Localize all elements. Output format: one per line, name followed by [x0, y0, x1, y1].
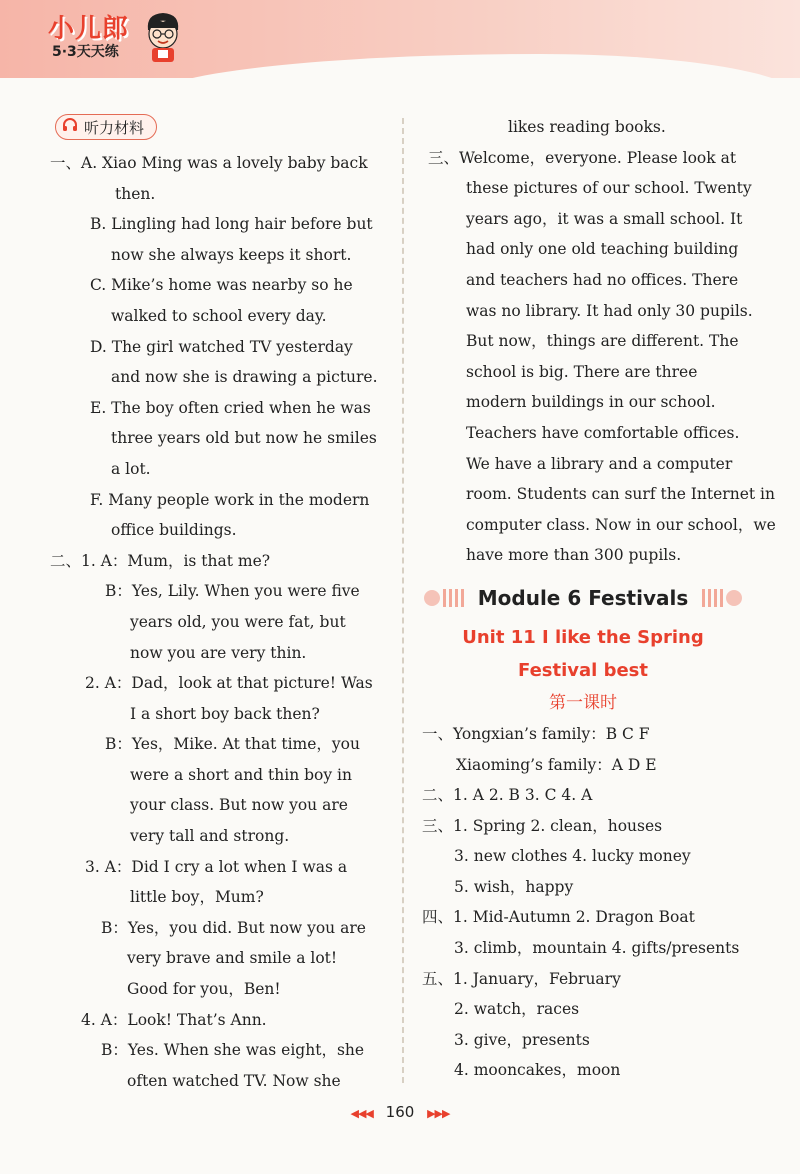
text-line: likes reading books. — [508, 118, 666, 136]
answer-line: 3. give，presents — [454, 1030, 590, 1049]
answer-line: 5. wish，happy — [454, 877, 574, 896]
text-line: B：Yes，Mike. At that time，you — [105, 735, 360, 754]
text-line: 2. A：Dad，look at that picture! Was — [85, 674, 373, 693]
text-line: these pictures of our school. Twenty — [466, 179, 752, 198]
right-arrows-icon: ▶▶▶ — [427, 1107, 450, 1120]
text-line: years old, you were fat, but — [130, 612, 346, 631]
text-line: 4. A：Look! That’s Ann. — [81, 1010, 267, 1029]
answer-line: Xiaoming’s family：A D E — [456, 755, 657, 774]
left-arrows-icon: ◀◀◀ — [350, 1107, 373, 1120]
answer-line: 3. climb，mountain 4. gifts/presents — [454, 939, 740, 958]
answer-line: 4. mooncakes，moon — [454, 1061, 621, 1080]
unit-title-line-2: Festival best — [518, 659, 648, 681]
text-line: often watched TV. Now she — [127, 1071, 341, 1090]
unit-title-line-1: Unit 11 I like the Spring — [462, 626, 704, 648]
text-line: 3. A：Did I cry a lot when I was a — [85, 857, 348, 876]
text-line: B：Yes, Lily. When you were five — [105, 582, 360, 601]
text-line: and teachers had no offices. There — [466, 270, 739, 289]
text-line: D. The girl watched TV yesterday — [90, 337, 353, 356]
right-column — [418, 112, 776, 1086]
answer-line: 3. new clothes 4. lucky money — [454, 847, 691, 866]
page-number: 160 — [385, 1103, 415, 1121]
text-line: B：Yes. When she was eight，she — [101, 1041, 365, 1060]
answer-line: 五、1. January，February — [422, 969, 621, 988]
module-heading — [418, 581, 748, 615]
answer-line: 二、1. A 2. B 3. C 4. A — [422, 786, 593, 805]
answer-line: 一、Yongxian’s family：B C F — [422, 724, 650, 743]
text-line: and now she is drawing a picture. — [111, 368, 378, 387]
series-name: 5·3天天练 — [52, 44, 119, 60]
text-line: F. Many people work in the modern — [90, 490, 370, 509]
text-line: three years old but now he smiles — [111, 429, 377, 448]
text-line: Teachers have comfortable offices. — [466, 423, 740, 442]
brand-logo — [48, 8, 129, 61]
text-line: then. — [115, 184, 156, 203]
headphones-icon — [62, 117, 78, 137]
decor-bar-left — [424, 589, 464, 607]
text-line: office buildings. — [111, 521, 237, 540]
text-line: B. Lingling had long hair before but — [90, 215, 373, 234]
text-line: had only one old teaching building — [466, 240, 739, 259]
text-line: were a short and thin boy in — [130, 765, 352, 784]
brand-name: 小儿郎 — [48, 14, 130, 44]
text-line: 一、A. Xiao Ming was a lovely baby back — [50, 154, 368, 172]
decor-bar-right — [702, 589, 742, 607]
section-tag-label: 听力材料 — [84, 118, 145, 137]
text-line: 三、Welcome，everyone. Please look at — [428, 148, 737, 167]
text-line: 二、1. A：Mum，is that me? — [50, 551, 271, 570]
text-line: But now，things are different. The — [466, 332, 739, 351]
text-line: your class. But now you are — [130, 796, 348, 815]
text-line: We have a library and a computer — [466, 454, 733, 473]
answer-line: 2. watch，races — [454, 1000, 580, 1019]
section-tag — [55, 114, 157, 140]
text-line: C. Mike’s home was nearby so he — [90, 276, 353, 295]
text-line: I a short boy back then? — [130, 704, 320, 723]
text-line: now she always keeps it short. — [111, 245, 352, 264]
column-divider — [402, 118, 404, 1083]
text-line: modern buildings in our school. — [466, 393, 716, 412]
page-footer — [330, 1103, 470, 1121]
answer-line: 三、1. Spring 2. clean，houses — [422, 816, 663, 835]
module-title: Module 6 Festivals — [477, 585, 689, 610]
text-line: very tall and strong. — [130, 827, 290, 846]
text-line: was no library. It had only 30 pupils. — [466, 301, 753, 320]
mascot-icon — [142, 10, 184, 68]
answer-line: 四、1. Mid-Autumn 2. Dragon Boat — [422, 908, 695, 927]
text-line: school is big. There are three — [466, 362, 698, 381]
text-line: walked to school every day. — [111, 306, 327, 325]
text-line: have more than 300 pupils. — [466, 546, 682, 565]
text-line: Good for you，Ben! — [127, 980, 281, 999]
text-line: very brave and smile a lot! — [127, 949, 338, 968]
text-line: little boy，Mum? — [130, 888, 264, 907]
text-line: now you are very thin. — [130, 643, 307, 662]
text-line: years ago，it was a small school. It — [466, 209, 743, 228]
lesson-title: 第一课时 — [549, 692, 617, 713]
text-line: room. Students can surf the Internet in — [466, 485, 775, 504]
text-line: a lot. — [111, 459, 151, 478]
text-line: B：Yes，you did. But now you are — [101, 918, 366, 937]
text-line: E. The boy often cried when he was — [90, 398, 371, 417]
left-column — [45, 112, 385, 1096]
text-line: computer class. Now in our school，we — [466, 515, 776, 534]
